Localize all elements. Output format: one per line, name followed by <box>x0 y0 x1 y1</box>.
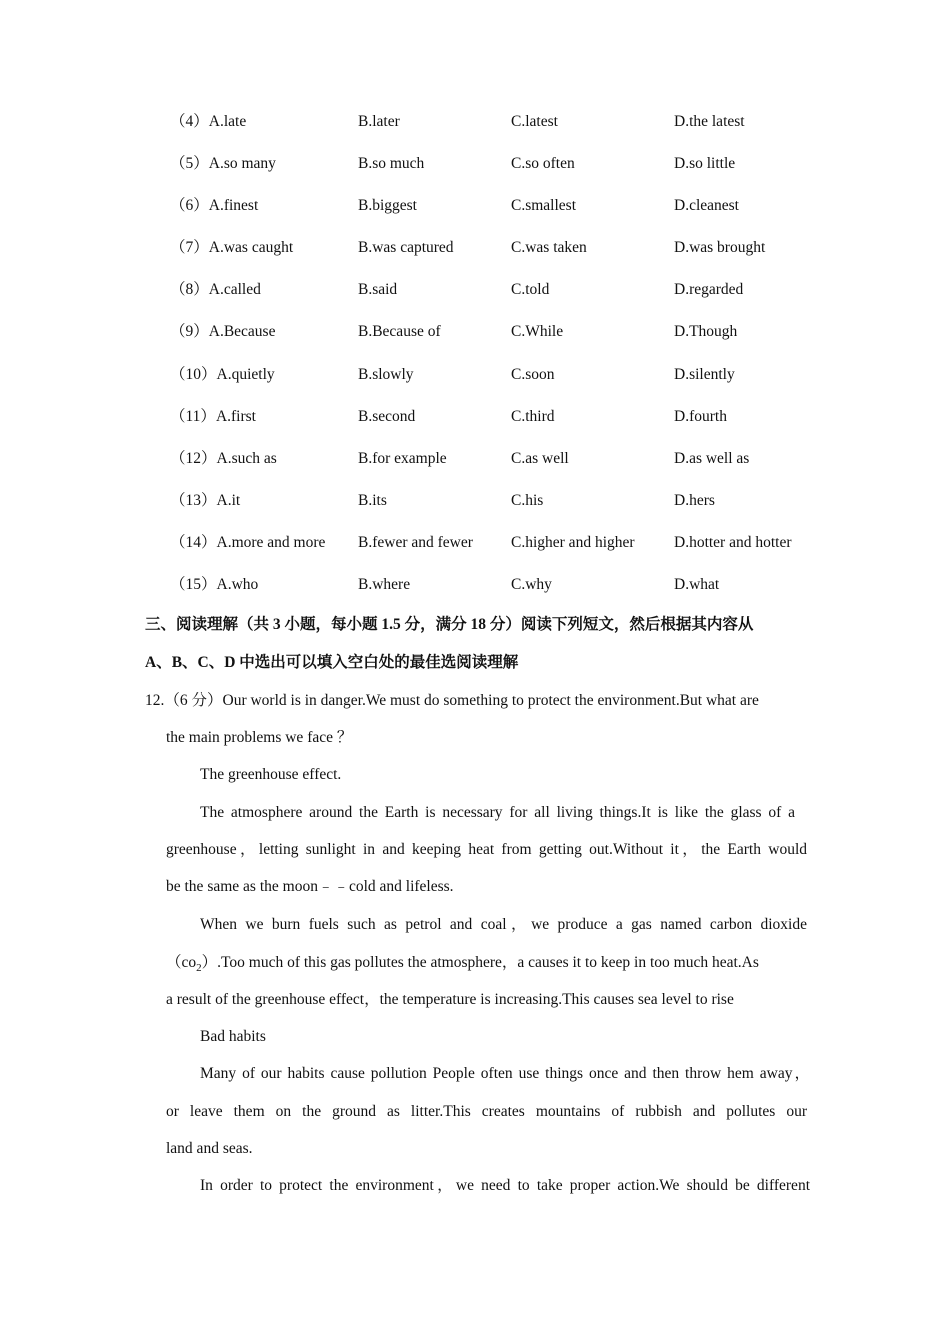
question-number: （12） <box>170 449 217 467</box>
question-number: （7） <box>170 239 209 257</box>
paragraph-line: be the same as the moon﹣﹣cold and lifeless. <box>166 878 454 895</box>
option-a-text: A.finest <box>208 197 259 215</box>
question-number: （10） <box>170 365 217 383</box>
question-number: （6） <box>170 197 209 215</box>
question-12-line-1: 12.（6 分）Our world is in danger.We must do something to protect the environment.But what are <box>145 692 759 709</box>
option-a-text: A.such as <box>216 449 277 467</box>
option-a <box>170 531 325 555</box>
question-number: （5） <box>170 155 209 173</box>
paragraph-line: When we burn fuels such as petrol and coal，we produce a gas named carbon dioxide <box>200 916 807 933</box>
option-a-text: A.more and more <box>216 533 326 551</box>
option-a-text: A.who <box>216 576 259 594</box>
option-d: D.as well as <box>674 449 750 467</box>
option-a-text: A.first <box>215 407 256 425</box>
heading-greenhouse-effect: The greenhouse effect. <box>200 766 342 783</box>
question-number: （4） <box>170 113 209 130</box>
co2-rest-text: ）.Too much of this gas pollutes the atmosphere，a causes it to keep in too much heat.As <box>201 954 759 971</box>
option-b: B.biggest <box>358 197 417 215</box>
option-row-5 <box>170 152 820 194</box>
option-c: C.his <box>511 491 544 509</box>
option-d: D.regarded <box>674 281 744 299</box>
paragraph-line: The atmosphere around the Earth is necessary for all living things.It is like the glass of a <box>200 804 795 821</box>
option-a <box>170 320 275 344</box>
paragraph-line: greenhouse，letting sunlight in and keeping heat from getting out.Without it，the Earth would <box>166 841 807 858</box>
options-table <box>170 110 820 615</box>
option-c: C.told <box>511 281 550 299</box>
option-a-text: A.quietly <box>216 365 275 383</box>
question-number: （14） <box>170 533 217 551</box>
paragraph-line: a result of the greenhouse effect，the temperature is increasing.This causes sea level to rise <box>166 991 734 1008</box>
question-number: （11） <box>170 407 216 425</box>
option-c: C.higher and higher <box>511 533 635 551</box>
option-row-15 <box>170 573 820 615</box>
option-c: C.why <box>511 576 552 594</box>
question-number: （8） <box>170 281 209 299</box>
option-b: B.fewer and fewer <box>358 533 473 551</box>
option-a <box>170 489 240 513</box>
option-b: B.for example <box>358 449 447 467</box>
option-b: B.so much <box>358 155 425 173</box>
option-d: D.silently <box>674 365 735 383</box>
option-a <box>170 447 277 471</box>
subscript-2: 2 <box>196 962 202 975</box>
heading-bad-habits: Bad habits <box>200 1028 266 1045</box>
option-row-9 <box>170 320 820 362</box>
option-c: C.latest <box>511 113 558 130</box>
option-d: D.fourth <box>674 407 727 425</box>
co-text: （co <box>166 954 197 971</box>
option-a-text: A.Because <box>208 323 276 341</box>
option-a-text: A.it <box>216 491 241 509</box>
option-b: B.its <box>358 491 387 509</box>
option-c: C.While <box>511 323 564 341</box>
option-a-text: A.late <box>208 113 247 130</box>
option-b: B.later <box>358 113 400 130</box>
option-c: C.soon <box>511 365 555 383</box>
option-c: C.smallest <box>511 197 577 215</box>
section-3-title-line-2: A、B、C、D 中选出可以填入空白处的最佳选阅读理解 <box>145 654 519 671</box>
paragraph-line: or leave them on the ground as litter.This creates mountains of rubbish and pollutes our <box>166 1103 807 1120</box>
option-a <box>170 363 275 387</box>
question-number: （9） <box>170 323 209 341</box>
option-row-13 <box>170 489 820 531</box>
option-a <box>170 236 293 260</box>
option-d: D.so little <box>674 155 736 173</box>
option-c: C.was taken <box>511 239 587 257</box>
option-c: C.as well <box>511 449 569 467</box>
option-row-7 <box>170 236 820 278</box>
option-row-12 <box>170 447 820 489</box>
option-a <box>170 405 256 429</box>
option-a <box>170 573 258 597</box>
option-a <box>170 278 261 302</box>
question-number: （15） <box>170 576 217 594</box>
option-a-text: A.was caught <box>208 239 294 257</box>
option-row-4 <box>170 110 820 152</box>
paragraph-line: Many of our habits cause pollution People often use things once and then throw hem away， <box>200 1065 810 1082</box>
option-b: B.slowly <box>358 365 414 383</box>
option-d: D.cleanest <box>674 197 739 215</box>
option-d: D.was brought <box>674 239 766 257</box>
option-row-8 <box>170 278 820 320</box>
paragraph-line: land and seas. <box>166 1140 253 1157</box>
option-row-10 <box>170 363 820 405</box>
option-a <box>170 152 276 176</box>
question-number: （13） <box>170 491 217 509</box>
option-d: D.hotter and hotter <box>674 533 792 551</box>
option-a <box>170 110 246 134</box>
option-b: B.second <box>358 407 416 425</box>
option-b: B.where <box>358 576 411 594</box>
option-a-text: A.called <box>208 281 261 299</box>
option-row-11 <box>170 405 820 447</box>
option-a <box>170 194 258 218</box>
option-b: B.said <box>358 281 398 299</box>
option-d: D.the latest <box>674 113 745 130</box>
paragraph-line: In order to protect the environment，we need to take proper action.We should be different <box>200 1177 810 1194</box>
option-row-14 <box>170 531 820 573</box>
option-d: D.Though <box>674 323 738 341</box>
option-c: C.third <box>511 407 555 425</box>
option-d: D.what <box>674 576 720 594</box>
option-b: B.Because of <box>358 323 441 341</box>
option-c: C.so often <box>511 155 575 173</box>
option-a-text: A.so many <box>208 155 276 173</box>
option-row-6 <box>170 194 820 236</box>
option-b: B.was captured <box>358 239 454 257</box>
question-12-line-2: the main problems we face ？ <box>166 729 353 746</box>
option-d: D.hers <box>674 491 715 509</box>
section-3-title-line-1: 三、阅读理解（共 3 小题，每小题 1.5 分，满分 18 分）阅读下列短文，然后根据其内容从 <box>145 616 754 633</box>
paragraph-line-co2 <box>166 951 810 980</box>
